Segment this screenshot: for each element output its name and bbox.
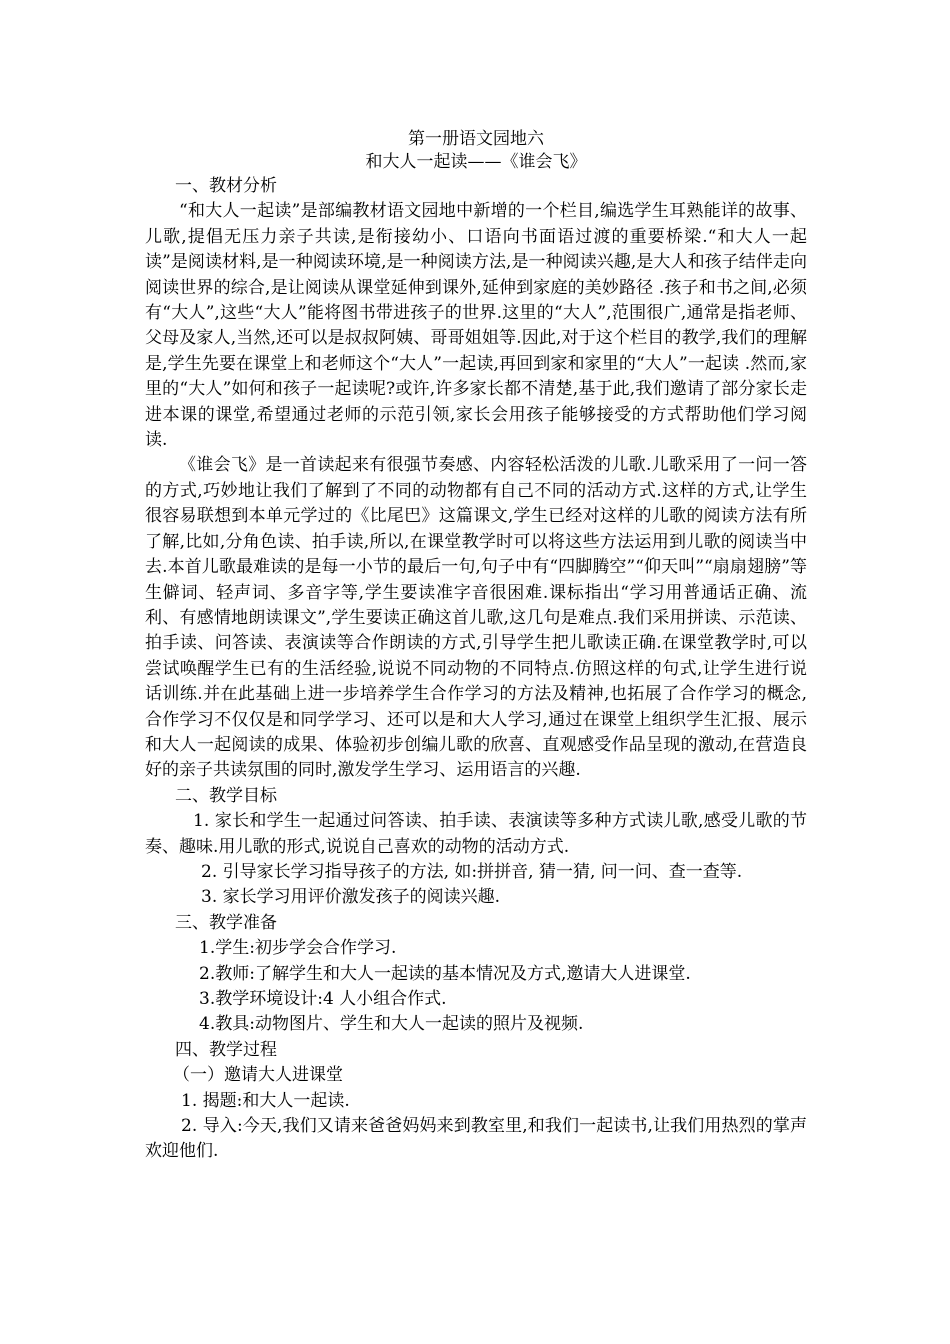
paragraph-analysis-2: 《谁会飞》是一首读起来有很强节奏感、内容轻松活泼的儿歌.儿歌采用了一问一答的方式,巧妙地让我们了解到了不同的动物都有自己不同的活动方式.这样的方式,让学生很容易联想到本单元学过的《比尾巴》这篇课文,学生已经对这样的儿歌的阅读方法有所了解,比如,分角色读、拍手读,所以,在课堂教学时可以将这些方法运用到儿歌的阅读当中去.本首儿歌最难读的是每一小节的最后一句,句子中有“四脚腾空”“仰天叫”“扇扇翅膀”等生僻词、轻声词、多音字等,学生要读准字音很困难.课标指出“学习用普通话正确、流利、有感情地朗读课文”,学生要读正确这首儿歌,这几句是难点.我们采用拼读、示范读、拍手读、问答读、表演读等合作朗读的方式,引导学生把儿歌读正确.在课堂教学时,可以尝试唤醒学生已有的生活经验,说说不同动物的不同特点.仿照这样的句式,让学生进行说话训练.并在此基础上进一步培养学生合作学习的方法及精神,也拓展了合作学习的概念,合作学习不仅仅是和同学学习、还可以是和大人学习,通过在课堂上组织学生汇报、展示和大人一起阅读的成果、体验初步创编儿歌的欣喜、直观感受作品呈现的激动,在营造良好的亲子共读氛围的同时,激发学生学习、运用语言的兴趣. xyxy=(145,455,807,781)
process-subheading-1: （一）邀请大人进课堂 xyxy=(173,1065,343,1086)
process-step-1: 1. 揭题:和大人一起读. xyxy=(181,1090,350,1111)
section-heading-process: 四、教学过程 xyxy=(175,1039,277,1060)
doc-subtitle: 和大人一起读——《谁会飞》 xyxy=(365,152,587,172)
process-step-2: 2. 导入:今天,我们又请来爸爸妈妈来到教室里,和我们一起读书,让我们用热烈的掌声欢迎他们. xyxy=(145,1116,807,1162)
prep-item-1: 1.学生:初步学会合作学习. xyxy=(199,938,397,959)
section-heading-goals: 二、教学目标 xyxy=(175,785,277,806)
doc-title: 第一册语文园地六 xyxy=(408,129,544,149)
prep-item-3: 3.教学环境设计:4 人小组合作式. xyxy=(199,989,447,1009)
section-heading-preparation: 三、教学准备 xyxy=(175,912,277,933)
goal-item-3: 3. 家长学习用评价激发孩子的阅读兴趣. xyxy=(201,887,501,908)
goal-item-1: 1. 家长和学生一起通过问答读、拍手读、表演读等多种方式读儿歌,感受儿歌的节奏、趣味.用儿歌的形式,说说自己喜欢的动物的活动方式. xyxy=(145,811,807,857)
section-heading-analysis: 一、教材分析 xyxy=(175,176,277,196)
document-body xyxy=(145,128,807,1165)
goal-item-2: 2. 引导家长学习指导孩子的方法, 如:拼拼音, 猜一猜, 问一问、查一查等. xyxy=(201,861,743,882)
prep-item-4: 4.教具:动物图片、学生和大人一起读的照片及视频. xyxy=(199,1014,584,1035)
prep-item-2: 2.教师:了解学生和大人一起读的基本情况及方式,邀请大人进课堂. xyxy=(199,963,691,984)
paragraph-analysis-1: “和大人一起读”是部编教材语文园地中新增的一个栏目,编选学生耳熟能详的故事、儿歌,提倡无压力亲子共读,是衔接幼小、口语向书面语过渡的重要桥梁.“和大人一起读”是阅读材料,是一种阅读环境,是一种阅读方法,是一种阅读兴趣,是大人和孩子结伴走向阅读世界的综合,是让阅读从课堂延伸到课外,延伸到家庭的美妙路径 .孩子和书之间,必须有“大人”,这些“大人”能将图书带进孩子的世界.这里的“大人”,范围很广,通常是指老师、父母及家人,当然,还可以是叔叔阿姨、哥哥姐姐等.因此,对于这个栏目的教学,我们的理解是,学生先要在课堂上和老师这个“大人”一起读,再回到家和家里的“大人”一起读 .然而,家里的“大人”如何和孩子一起读呢?或许,许多家长都不清楚,基于此,我们邀请了部分家长走进本课的课堂,希望通过老师的示范引领,家长会用孩子能够接受的方式帮助他们学习阅读. xyxy=(145,201,807,451)
